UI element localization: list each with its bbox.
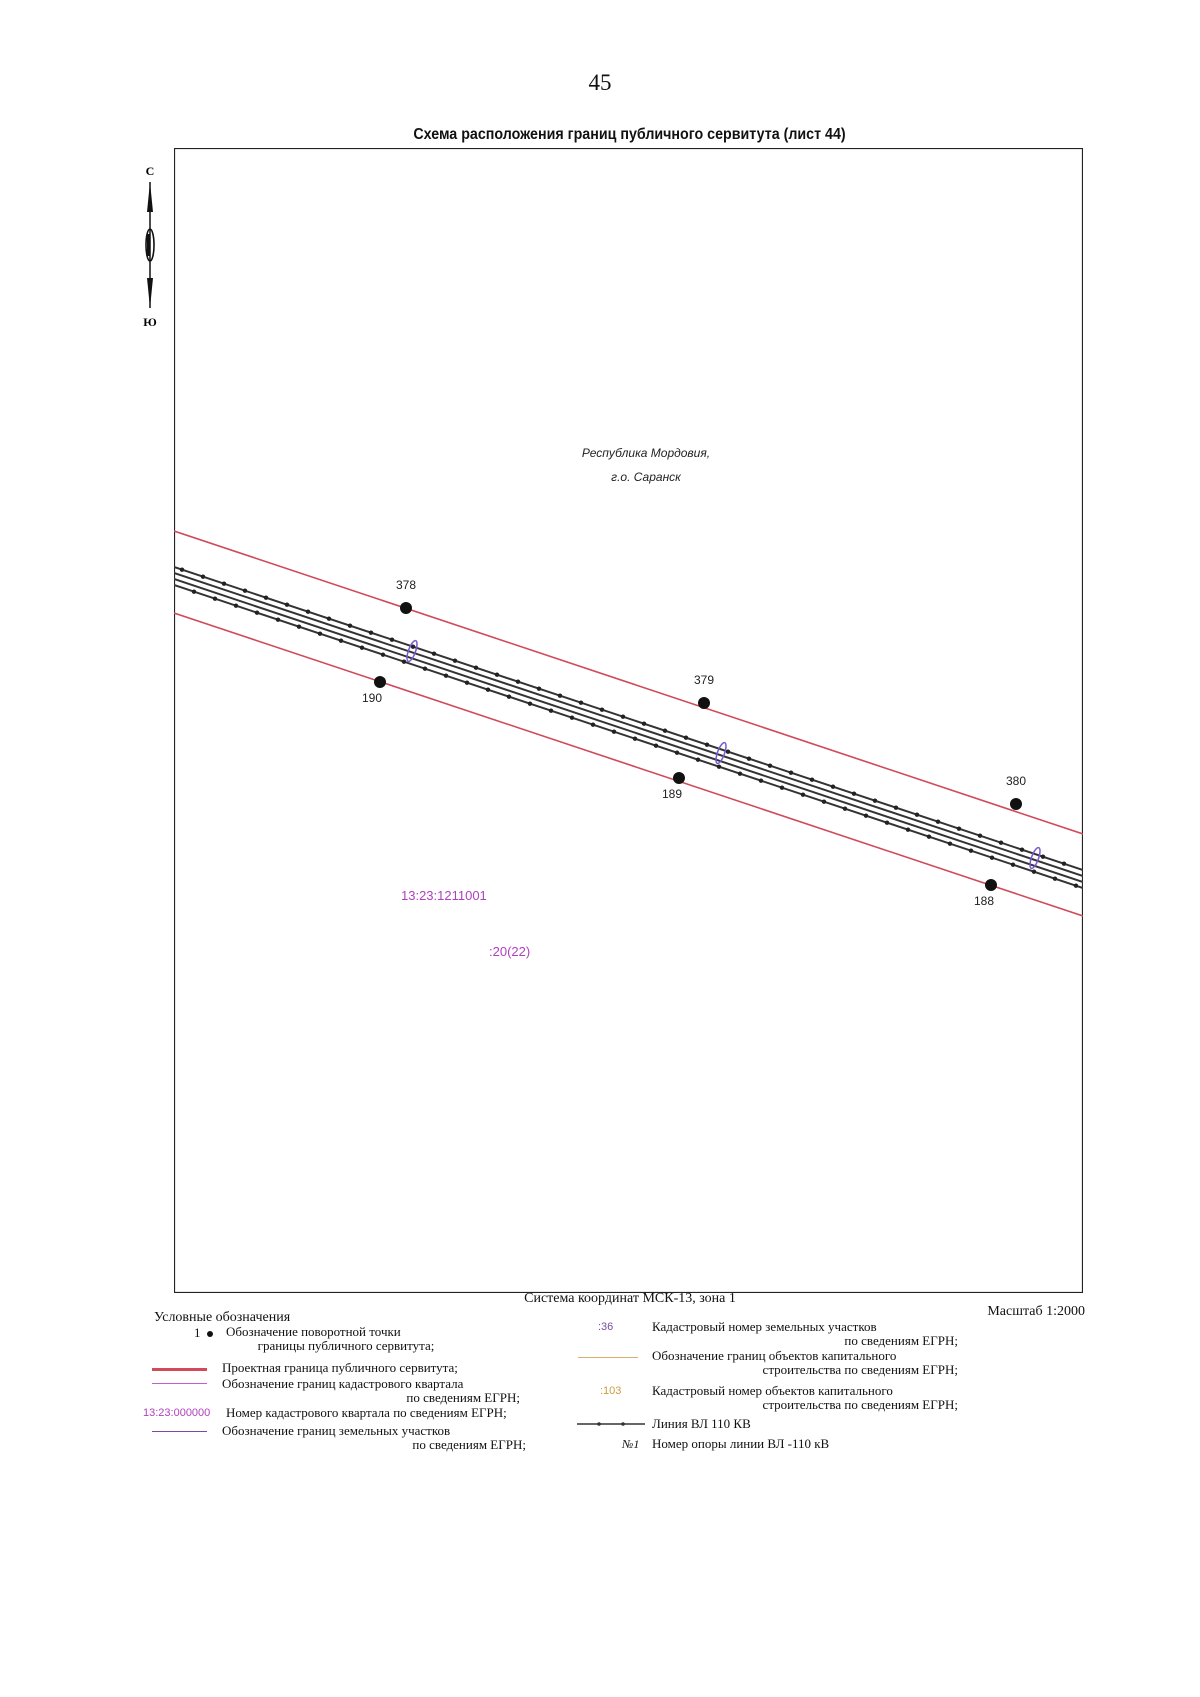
wire-marker [600,708,604,712]
wire-marker [570,716,574,720]
legend-power-line: Линия ВЛ 110 КВ [652,1416,751,1431]
wire-marker [696,758,700,762]
parcel-number: :20(22) [489,944,531,959]
wire-marker [1032,870,1036,874]
wire-marker [390,638,394,642]
wire-marker [423,667,427,671]
wire-marker [306,610,310,614]
wire-marker [906,828,910,832]
legend-turn-point-number: 1 [194,1325,201,1340]
legend-parcel-number-sample: :36 [598,1321,614,1333]
wire-marker [528,702,532,706]
wire-marker [738,772,742,776]
wire-marker [654,744,658,748]
wire-marker [444,674,448,678]
wire-marker [831,785,835,789]
wire-marker [465,681,469,685]
wire-marker [537,687,541,691]
wire-marker [780,786,784,790]
wire-marker [297,625,301,629]
wire-marker [747,757,751,761]
wire-marker [759,779,763,783]
wire-marker [810,778,814,782]
wire-marker [684,736,688,740]
wire-marker [789,771,793,775]
wire-marker [978,834,982,838]
page-number: 45 [588,70,612,95]
wire-marker [633,737,637,741]
wire-marker [549,709,553,713]
wire-marker [1041,855,1045,859]
wire-marker [348,624,352,628]
wire-marker [1011,863,1015,867]
wire-marker [369,631,373,635]
legend-pole-number: Номер опоры линии ВЛ -110 кВ [652,1436,830,1451]
map-title: Схема расположения границ публичного сервитута (лист 44) [413,126,846,143]
wire-marker [327,617,331,621]
legend-quarter-line-symbol [152,1383,207,1384]
wire-marker [285,603,289,607]
wire-marker [948,842,952,846]
wire-marker [705,743,709,747]
wire-marker [486,688,490,692]
legend-servitude-line-symbol [152,1368,207,1371]
wire-marker [1020,848,1024,852]
wire-marker [642,722,646,726]
north-arrow-icon [138,160,162,328]
wire-marker [381,653,385,657]
wire-marker [726,750,730,754]
wire-marker [822,800,826,804]
wire-marker [936,820,940,824]
legend-turn-point: Обозначение поворотной точки границы публичного сервитута; [226,1324,435,1353]
wire-marker [864,814,868,818]
wire-marker [222,582,226,586]
legend-quarter-number: Номер кадастрового квартала по сведениям ЕГРН; [226,1405,507,1420]
wire-marker [969,849,973,853]
wire-marker [474,666,478,670]
wire-marker [255,611,259,615]
legend-quarter-boundary: Обозначение границ кадастрового квартала по сведениям ЕГРН; [222,1376,520,1405]
wire-marker [201,575,205,579]
wire-marker [915,813,919,817]
wire-marker [213,597,217,601]
point-label: 188 [973,894,995,908]
wire-marker [339,639,343,643]
wire-marker [1062,862,1066,866]
wire-marker [507,695,511,699]
wire-marker [402,660,406,664]
wire-marker [516,680,520,684]
wire-marker [264,596,268,600]
wire-marker [801,793,805,797]
legend-parcel-boundary: Обозначение границ земельных участков по сведениям ЕГРН; [222,1423,526,1452]
wire-marker [192,590,196,594]
wire-marker [276,618,280,622]
cadastral-quarter-number: 13:23:1211001 [401,888,487,903]
wire-marker [957,827,961,831]
wire-marker [453,659,457,663]
wire-marker [318,632,322,636]
wire-marker [717,765,721,769]
wire-marker [360,646,364,650]
legend-building-boundary: Обозначение границ объектов капитального строительства по сведениям ЕГРН; [652,1348,958,1377]
south-label: Ю [143,315,157,328]
point-label: 189 [661,787,683,801]
wire-marker [180,568,184,572]
legend-turn-point-symbol [194,1326,213,1340]
point-label: 380 [1005,774,1027,788]
region-label-line1: Республика Мордовия, [581,446,711,460]
region-label-line2: г.о. Саранск [611,470,681,484]
wire-marker [894,806,898,810]
map-border [175,149,1083,1293]
point-label: 378 [395,578,417,592]
wire-marker [612,730,616,734]
wire-marker [852,792,856,796]
legend-pole-number-sample: №1 [622,1437,640,1451]
wire-marker [1074,884,1078,888]
wire-marker [432,652,436,656]
legend-building-number: Кадастровый номер объектов капитального строительства по сведениям ЕГРН; [652,1383,958,1412]
wire-marker [990,856,994,860]
map-canvas[interactable] [174,148,1083,1293]
wire-marker [675,751,679,755]
map-scale: Масштаб 1:2000 [987,1304,1085,1319]
legend-parcel-line-symbol [152,1431,207,1432]
legend-servitude-boundary: Проектная граница публичного сервитута; [222,1360,458,1375]
north-label: С [145,164,155,178]
legend-parcel-number: Кадастровый номер земельных участков по сведениям ЕГРН; [652,1319,958,1348]
legend-building-number-sample: :103 [600,1385,622,1397]
map-view[interactable] [174,148,1083,1293]
wire-marker [234,604,238,608]
wire-marker [495,673,499,677]
legend-building-line-symbol [578,1357,638,1358]
point-label: 190 [361,691,383,705]
legend-title: Условные обозначения [154,1310,291,1325]
wire-marker [579,701,583,705]
wire-marker [873,799,877,803]
point-label: 379 [693,673,715,687]
wire-marker [591,723,595,727]
wire-marker [768,764,772,768]
wire-marker [999,841,1003,845]
wire-marker [885,821,889,825]
wire-marker [927,835,931,839]
coordinate-system: Система координат МСК-13, зона 1 [524,1291,736,1306]
wire-marker [663,729,667,733]
wire-marker [1053,877,1057,881]
legend-power-line-symbol [577,1420,645,1428]
wire-marker [243,589,247,593]
turn-point-dot-icon [207,1331,213,1337]
wire-marker [621,715,625,719]
wire-marker [843,807,847,811]
legend-quarter-number-sample: 13:23:000000 [143,1407,211,1419]
wire-marker [558,694,562,698]
